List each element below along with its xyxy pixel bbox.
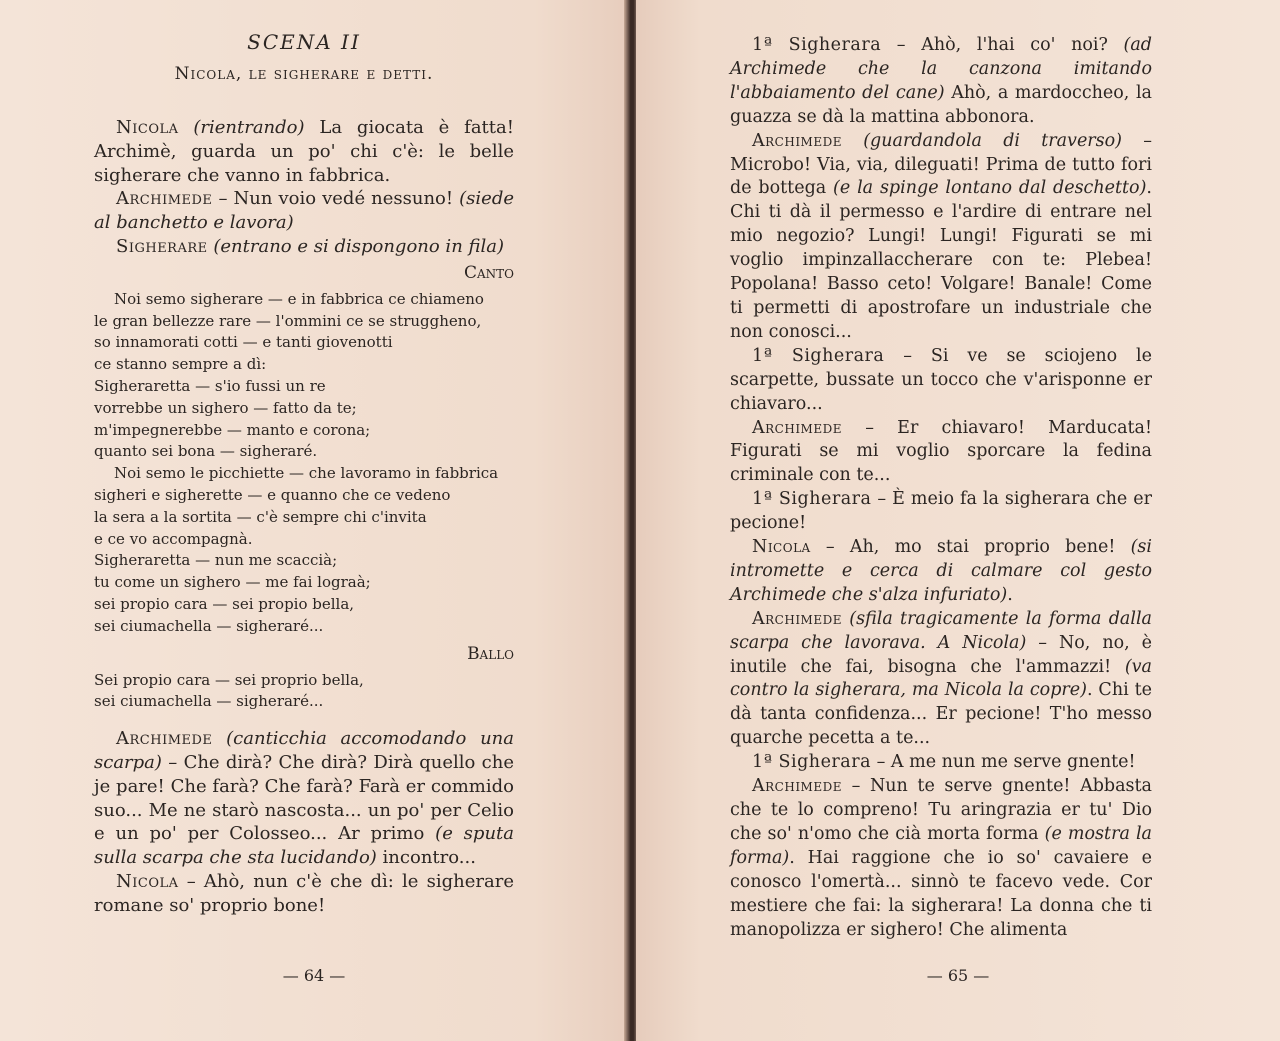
speaker: Sigherare bbox=[116, 235, 208, 257]
speaker: Archimede bbox=[752, 417, 842, 438]
dialogue: – A me nun me serve gnente! bbox=[871, 752, 1136, 773]
speaker: 1ª Sigherara bbox=[752, 752, 872, 773]
dialogue: – Che dirà? Che dirà? Dirà quello che je pare! Che farà? Che farà? Farà er commido suo... Me ne starò nascosta... un po' per Celio e un po' per Colosseo... Ar primo bbox=[94, 751, 514, 845]
speaker: Archimede bbox=[752, 776, 842, 797]
speaker: Archimede bbox=[752, 130, 842, 151]
speaker: Nicola bbox=[116, 870, 179, 892]
song-line: ce stanno sempre a dì: bbox=[94, 355, 267, 374]
stage-direction: (sfila tragicamente la forma dalla scarpa che lavorava. A Nicola) bbox=[730, 608, 1152, 653]
punctuation: . bbox=[1007, 584, 1013, 605]
line-archimede-5 bbox=[730, 608, 1152, 751]
song-line: Sigheraretta — s'io fussi un re bbox=[94, 376, 326, 395]
right-text-block bbox=[730, 34, 1152, 942]
dialogue: – Ahò, l'hai co' noi? bbox=[881, 35, 1124, 55]
song-line: Noi semo sigherare — e in fabbrica ce chiameno bbox=[114, 289, 484, 308]
left-page bbox=[0, 0, 628, 1041]
dialogue: Ahò, a mardoccheo, la guazza se dà la mattina abbonora. bbox=[730, 82, 1152, 127]
line-archimede-4 bbox=[730, 417, 1152, 489]
speaker: 1ª Sigherara bbox=[752, 35, 882, 55]
dialogue: – No, no, è inutile che fai, bisogna che l'ammazzi! bbox=[730, 632, 1152, 677]
speaker: Archimede bbox=[116, 728, 213, 750]
dialogue: La giocata è fatta! Archimè, guarda un po' chi c'è: le belle sigherare che vanno in fabbrica. bbox=[94, 117, 514, 186]
left-prose-bottom bbox=[94, 727, 514, 917]
stage-direction: (canticchia accomodando una scarpa) bbox=[94, 728, 514, 773]
song-line: e ce vo accompagnà. bbox=[94, 529, 253, 548]
right-page bbox=[636, 0, 1280, 1041]
line-archimede-3 bbox=[730, 130, 1152, 345]
line-nicola-1 bbox=[94, 116, 514, 187]
stage-direction: (ad Archimede che la canzona imitando l'abbaiamento del cane) bbox=[730, 35, 1153, 103]
dialogue: – Ah, mo stai proprio bene! bbox=[810, 537, 1131, 558]
line-sigherara-1 bbox=[730, 34, 1152, 130]
dialogue: . Chi te dà tanta confidenza... Er pecione! T'ho messo quarche pecetta a te... bbox=[730, 680, 1152, 749]
speaker: Nicola bbox=[752, 537, 811, 558]
line-sigherara-2 bbox=[730, 345, 1152, 417]
dialogue: incontro... bbox=[376, 847, 476, 869]
ballo-line: sei ciumachella — sigheraré... bbox=[94, 692, 324, 711]
ballo-line: Sei propio cara — sei proprio bella, bbox=[94, 670, 364, 689]
song-line: vorrebbe un sighero — fatto da te; bbox=[94, 398, 357, 417]
stage-direction: (guardandola di traverso) bbox=[863, 130, 1123, 151]
stage-direction: (siede al banchetto e lavora) bbox=[94, 188, 514, 234]
song-line: so innamorati cotti — e tanti giovenotti bbox=[94, 333, 393, 352]
dialogue: . Hai raggione che io so' cavaiere e conosco l'omertà... sinnò te facevo vede. Cor mestiere che fai: la sigherara! La donna che ti manopolizza er sighero! Che alimenta bbox=[730, 847, 1152, 940]
left-prose-top bbox=[94, 116, 514, 259]
song-verses bbox=[94, 289, 514, 638]
song-line: Noi semo le picchiette — che lavoramo in fabbrica bbox=[114, 464, 499, 483]
canto-heading: Canto bbox=[463, 262, 514, 283]
ballo-heading: Ballo bbox=[467, 643, 514, 664]
song-line: la sera a la sortita — c'è sempre chi c'invita bbox=[94, 507, 427, 526]
song-line: Sigheraretta — nun me scaccià; bbox=[94, 551, 338, 570]
dialogue: – Si ve se sciojeno le scarpette, bussate un tocco che v'arisponne er chiavaro... bbox=[730, 345, 1152, 414]
scene-characters: Nicola, le sigherare e detti. bbox=[174, 64, 434, 84]
song-line: sei ciumachella — sigheraré... bbox=[94, 616, 324, 635]
line-archimede-6 bbox=[730, 775, 1152, 942]
dialogue: – È meio fa la sigherara che er pecione! bbox=[730, 489, 1152, 534]
ballo-verses bbox=[94, 670, 514, 714]
stage-direction: (e mostra la forma) bbox=[730, 823, 1152, 868]
line-archimede-2 bbox=[94, 727, 514, 870]
line-nicola-3 bbox=[730, 536, 1152, 608]
line-sigherara-3 bbox=[730, 488, 1152, 536]
dialogue: – Microbo! Via, via, dileguati! Prima de tutto fori de bottega bbox=[730, 130, 1152, 199]
speaker: Archimede bbox=[116, 188, 213, 210]
song-line: sei propio cara — sei propio bella, bbox=[94, 594, 355, 613]
dialogue: – Nun te serve gnente! Abbasta che te lo compreno! Tu aringrazia er tu' Dio che so' n'omo che cià morta forma bbox=[730, 776, 1152, 844]
song-line: quanto sei bona — sigheraré. bbox=[94, 442, 318, 461]
song-line: m'impegnerebbe — manto e corona; bbox=[94, 420, 371, 439]
speaker: Nicola bbox=[116, 117, 179, 138]
dialogue: – Er chiavaro! Marducata! Figurati se mi voglio sporcare la fedina criminale con te... bbox=[730, 417, 1152, 486]
speaker: 1ª Sigherara bbox=[752, 345, 885, 366]
speaker: Archimede bbox=[752, 608, 842, 629]
stage-direction: (e la spinge lontano dal deschetto) bbox=[833, 178, 1147, 199]
stage-direction: (entrano e si dispongono in fila) bbox=[213, 235, 505, 257]
dialogue: – Ahò, nun c'è che dì: le sigherare romane so' proprio bone! bbox=[94, 870, 514, 916]
song-line: tu come un sighero — me fai lograà; bbox=[94, 573, 371, 592]
line-sigherara-4 bbox=[730, 751, 1152, 775]
scene-title: SCENA II bbox=[247, 30, 361, 54]
song-line: le gran bellezze rare — l'ommini ce se struggheno, bbox=[94, 311, 482, 330]
page-number-right: — 65 — bbox=[926, 966, 990, 985]
line-nicola-2 bbox=[94, 870, 514, 918]
stage-direction: (si intromette e cerca di calmare col gesto Archimede che s'alza infuriato) bbox=[730, 537, 1152, 605]
left-text-block bbox=[94, 30, 514, 918]
stage-direction: (rientrando) bbox=[193, 117, 305, 138]
line-archimede-1 bbox=[94, 187, 514, 235]
page-number-left: — 64 — bbox=[282, 966, 346, 985]
line-sigherare-1 bbox=[94, 235, 514, 259]
stage-direction: (e sputa sulla scarpa che sta lucidando) bbox=[94, 823, 514, 869]
song-line: sigheri e sigherette — e quanno che ce vedeno bbox=[94, 485, 451, 504]
stage-direction: (va contro la sigherara, ma Nicola la copre) bbox=[730, 656, 1152, 701]
dialogue: – Nun voio vedé nessuno! bbox=[212, 188, 460, 210]
speaker: 1ª Sigherara bbox=[752, 489, 872, 510]
dialogue: . Chi ti dà il permesso e l'ardire di entrare nel mio negozio? Lungi! Lungi! Figurati se mi voglio impinzallaccherare con te: Plebea! Popolana! Basso ceto! Volgare! Banale! Come ti permetti di apostrofare un industriale che non conosci... bbox=[730, 178, 1152, 342]
